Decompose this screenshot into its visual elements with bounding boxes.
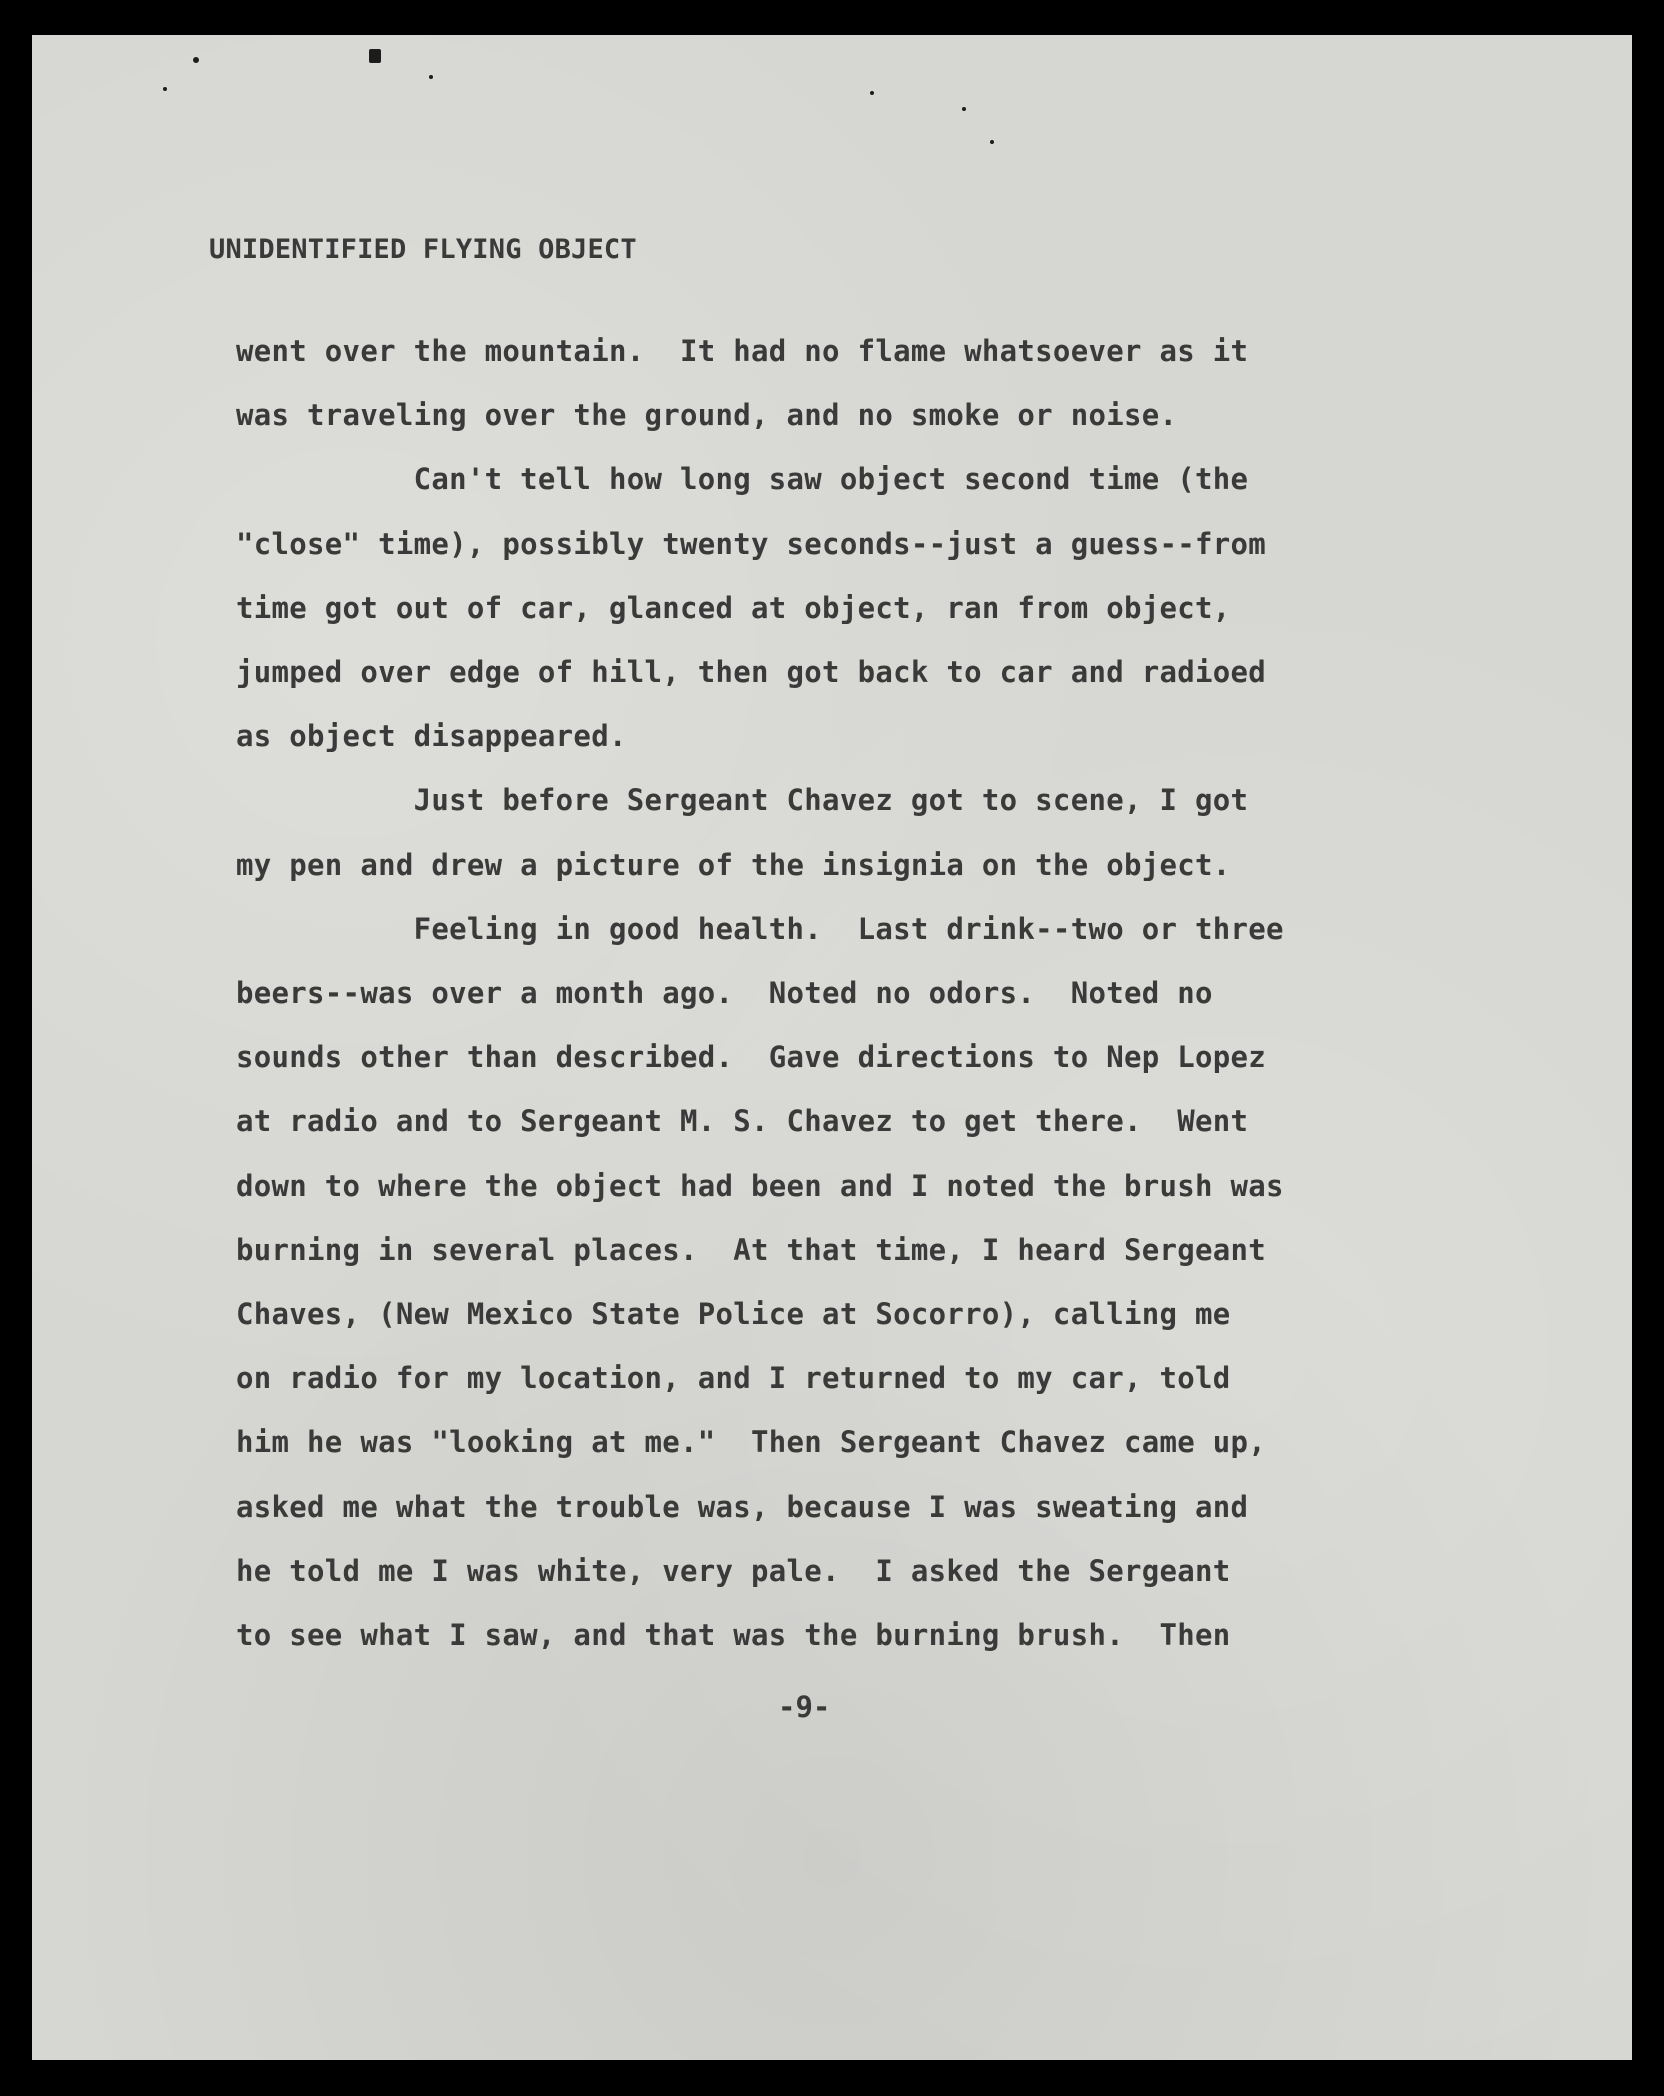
text-line: Just before Sergeant Chavez got to scene, I got: [236, 783, 1249, 817]
scan-speck: [429, 75, 433, 79]
text-line: as object disappeared.: [236, 719, 627, 753]
page-number: -9-: [778, 1690, 831, 1724]
scan-speck: [163, 87, 167, 91]
text-line: sounds other than described. Gave directions to Nep Lopez: [236, 1040, 1267, 1074]
text-line: him he was "looking at me." Then Sergeant Chavez came up,: [236, 1425, 1267, 1459]
text-line: Chaves, (New Mexico State Police at Socorro), calling me: [236, 1297, 1231, 1331]
scan-speck: [962, 107, 966, 111]
text-line: Feeling in good health. Last drink--two or three: [236, 912, 1284, 946]
text-line: asked me what the trouble was, because I was sweating and: [236, 1490, 1249, 1524]
text-line: burning in several places. At that time, I heard Sergeant: [236, 1233, 1267, 1267]
scan-speck: [369, 49, 381, 63]
text-line: "close" time), possibly twenty seconds--just a guess--from: [236, 527, 1267, 561]
text-line: jumped over edge of hill, then got back to car and radioed: [236, 655, 1267, 689]
text-line: at radio and to Sergeant M. S. Chavez to get there. Went: [236, 1104, 1249, 1138]
scan-speck: [990, 140, 994, 144]
text-line: beers--was over a month ago. Noted no odors. Noted no: [236, 976, 1213, 1010]
document-heading: UNIDENTIFIED FLYING OBJECT: [209, 234, 637, 265]
scan-speck: [870, 91, 874, 95]
text-line: was traveling over the ground, and no smoke or noise.: [236, 398, 1178, 432]
text-line: he told me I was white, very pale. I asked the Sergeant: [236, 1554, 1231, 1588]
text-line: time got out of car, glanced at object, ran from object,: [236, 591, 1231, 625]
text-line: Can't tell how long saw object second time (the: [236, 462, 1249, 496]
text-line: on radio for my location, and I returned to my car, told: [236, 1361, 1231, 1395]
text-line: my pen and drew a picture of the insignia on the object.: [236, 848, 1231, 882]
text-line: down to where the object had been and I noted the brush was: [236, 1169, 1284, 1203]
text-line: to see what I saw, and that was the burning brush. Then: [236, 1618, 1231, 1652]
text-line: went over the mountain. It had no flame whatsoever as it: [236, 334, 1249, 368]
scan-speck: [193, 57, 199, 63]
